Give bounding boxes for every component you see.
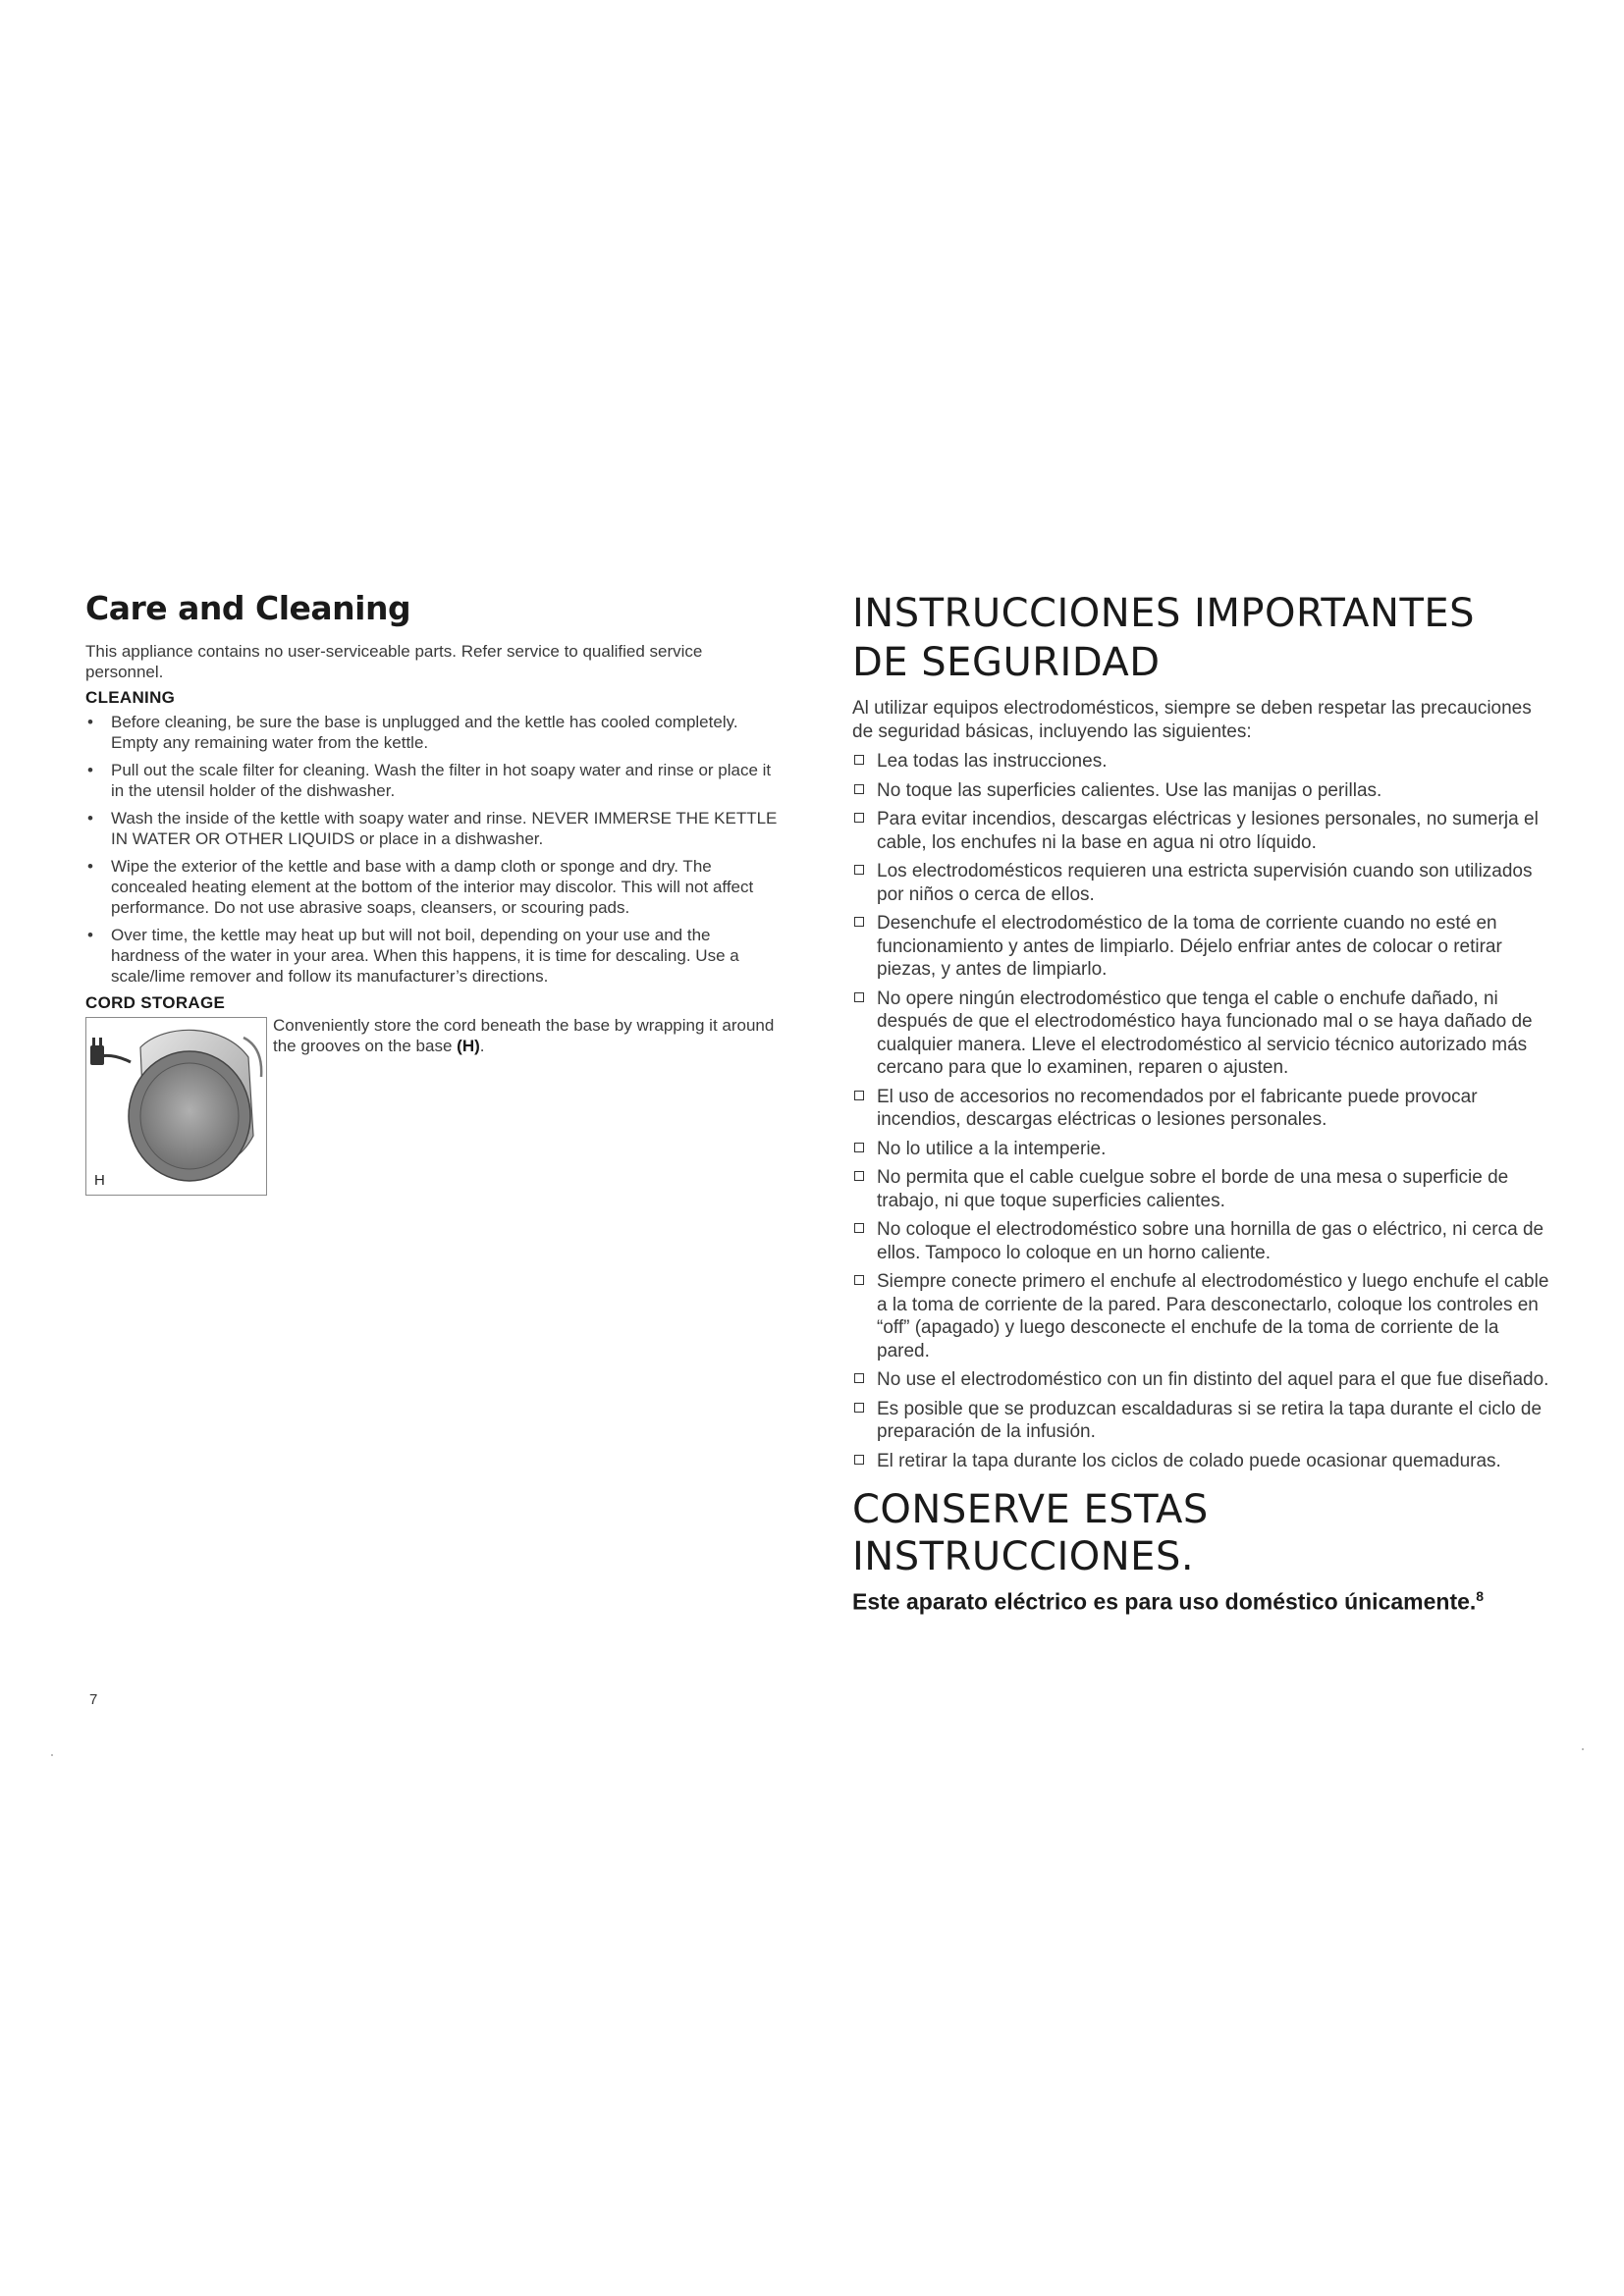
safety-instructions-section bbox=[852, 589, 1549, 1616]
bullet-icon: • bbox=[87, 857, 93, 876]
figure-label: H bbox=[94, 1172, 105, 1189]
list-item: No use el electrodoméstico con un fin distinto del aquel para el que fue diseñado. bbox=[852, 1368, 1549, 1392]
list-item: No permita que el cable cuelgue sobre el borde de una mesa o superficie de trabajo, ni que toque superficies calientes. bbox=[852, 1166, 1549, 1212]
checkbox-icon bbox=[854, 1403, 864, 1413]
list-item: El uso de accesorios no recomendados por el fabricante puede provocar incendios, descargas eléctricas o lesiones personales. bbox=[852, 1086, 1549, 1132]
safety-title: INSTRUCCIONES IMPORTANTES DE SEGURIDAD bbox=[852, 591, 1476, 685]
list-item: No coloque el electrodoméstico sobre una hornilla de gas o eléctrico, ni cerca de ellos. Tampoco lo coloque en un horno caliente. bbox=[852, 1218, 1549, 1264]
household-notice: Este aparato eléctrico es para uso doméstico únicamente.$^8$ bbox=[852, 1588, 1485, 1615]
checkbox-icon bbox=[854, 1143, 864, 1152]
bullet-icon: • bbox=[87, 761, 93, 779]
checkbox-icon bbox=[854, 1223, 864, 1233]
list-item: No opere ningún electrodoméstico que tenga el cable o enchufe dañado, ni después de que el electrodoméstico haya funcionado mal o se haya dañado de cualquier manera. Lleve el electrodoméstico al servicio técnico autorizado más cercano para que lo examinen, reparen o ajusten. bbox=[852, 988, 1549, 1080]
list-item: • Over time, the kettle may heat up but will not boil, depending on your use and the hardness of the water in your area. When this happens, it is time for descaling. Use a scale/lime remover and follow its manufacturer’s directions. bbox=[87, 926, 739, 986]
checkbox-icon bbox=[854, 1275, 864, 1285]
list-item: Desenchufe el electrodoméstico de la toma de corriente cuando no esté en funcionamiento y antes de limpiarlo. Déjelo enfriar antes de colocar o retirar piezas, y antes de limpiarlo. bbox=[852, 912, 1549, 982]
checkbox-icon bbox=[854, 755, 864, 765]
cord-storage-heading: CORD STORAGE bbox=[85, 993, 226, 1012]
list-item: Es posible que se produzcan escaldaduras si se retira la tapa durante el ciclo de preparación de la infusión. bbox=[852, 1398, 1549, 1444]
list-item: Lea todas las instrucciones. bbox=[852, 750, 1549, 774]
list-item: Los electrodomésticos requieren una estricta supervisión cuando son utilizados por niños o cerca de ellos. bbox=[852, 860, 1549, 906]
checkbox-icon bbox=[854, 784, 864, 794]
safety-list bbox=[852, 750, 1549, 1472]
bullet-icon: • bbox=[87, 713, 93, 731]
checkbox-icon bbox=[854, 1091, 864, 1100]
list-item: Para evitar incendios, descargas eléctricas y lesiones personales, no sumerja el cable, los enchufes ni la base en agua ni otro líquido. bbox=[852, 808, 1549, 854]
bullet-icon: • bbox=[87, 926, 93, 944]
checkbox-icon bbox=[854, 1171, 864, 1181]
cord-storage-text: Conveniently store the cord beneath the base by wrapping it around the grooves on the base (H). bbox=[273, 1016, 775, 1055]
page-number-left: 7 bbox=[89, 1691, 98, 1708]
safety-intro: Al utilizar equipos electrodomésticos, siempre se deben respetar las precauciones de seguridad básicas, incluyendo las siguientes: bbox=[852, 698, 1532, 742]
care-and-cleaning-section bbox=[85, 589, 779, 1223]
list-item: No toque las superficies calientes. Use las manijas o perillas. bbox=[852, 779, 1549, 803]
list-item: • Wash the inside of the kettle with soapy water and rinse. NEVER IMMERSE THE KETTLE IN WATER OR OTHER LIQUIDS or place in a dishwasher. bbox=[87, 809, 778, 848]
page-number-right: 8 bbox=[1476, 1588, 1485, 1604]
cord-storage-block bbox=[85, 1017, 779, 1223]
bullet-icon: • bbox=[87, 809, 93, 828]
scan-speck bbox=[1582, 1748, 1584, 1750]
checkbox-icon bbox=[854, 1455, 864, 1465]
list-item: Siempre conecte primero el enchufe al electrodoméstico y luego enchufe el cable a la toma de corriente de la pared. Para desconectarlo, coloque los controles en “off” (apagado) y luego desconecte el enchufe de la toma de corriente de la pared. bbox=[852, 1270, 1549, 1362]
checkbox-icon bbox=[854, 1373, 864, 1383]
checkbox-icon bbox=[854, 813, 864, 823]
care-intro: This appliance contains no user-serviceable parts. Refer service to qualified service personnel. bbox=[85, 642, 703, 681]
checkbox-icon bbox=[854, 992, 864, 1002]
kettle-base-figure bbox=[85, 1017, 267, 1196]
cleaning-heading: CLEANING bbox=[85, 688, 176, 707]
list-item: No lo utilice a la intemperie. bbox=[852, 1138, 1549, 1161]
care-cleaning-title: Care and Cleaning bbox=[85, 589, 411, 627]
scan-speck bbox=[51, 1754, 53, 1756]
kettle-base-illustration bbox=[86, 1018, 266, 1195]
list-item: El retirar la tapa durante los ciclos de colado puede ocasionar quemaduras. bbox=[852, 1450, 1549, 1473]
conserve-title: CONSERVE ESTAS INSTRUCCIONES. bbox=[852, 1487, 1209, 1579]
list-item: • Before cleaning, be sure the base is unplugged and the kettle has cooled completely. Empty any remaining water from the kettle. bbox=[87, 713, 738, 752]
list-item: • Wipe the exterior of the kettle and base with a damp cloth or sponge and dry. The concealed heating element at the bottom of the interior may discolor. This will not affect performance. Do not use abrasive soaps, cleansers, or scouring pads. bbox=[87, 857, 754, 917]
checkbox-icon bbox=[854, 865, 864, 875]
list-item: • Pull out the scale filter for cleaning. Wash the filter in hot soapy water and rinse or place it in the utensil holder of the dishwasher. bbox=[87, 761, 772, 800]
checkbox-icon bbox=[854, 917, 864, 927]
cleaning-list bbox=[85, 712, 779, 987]
